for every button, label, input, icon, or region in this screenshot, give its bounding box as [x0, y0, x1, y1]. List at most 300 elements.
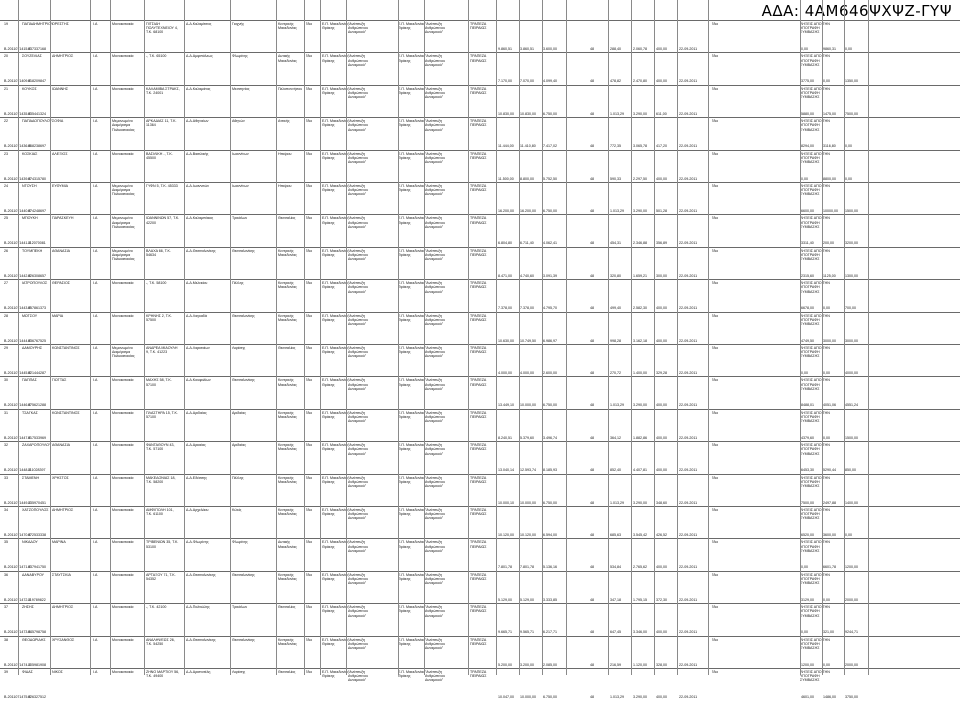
cell-addr: ΖΗΝΟ ΜΑΡΤΙΟΥ 56, Τ.Κ. 49400 — [146, 670, 180, 679]
cell-v4: 454,31 — [610, 241, 621, 246]
cell-monomixed: Μεμονωμένο Διαμέρισμα Πολυκατοικίας — [112, 119, 135, 132]
cell-region: Ε.Π. Μακεδονίας Θράκης — [322, 475, 349, 484]
cell-program: "Ανάπτυξη Ανθρώπινου Δυναμικού" — [348, 410, 368, 424]
cell-v2: 16.200,00 — [520, 209, 536, 213]
cell-f3: 1500,00 — [845, 435, 858, 440]
cell-ia: Ι.Α — [93, 22, 98, 26]
cell-monomixed: Μονοκατοικία — [112, 475, 134, 480]
cell-v4: 1.013,29 — [610, 403, 624, 408]
cell-ty: Ίδιο — [712, 86, 719, 91]
cell-region: Ε.Π. Μακεδονίας Θράκης — [322, 216, 349, 225]
cell-ty: Ίδιο — [306, 184, 313, 188]
cell-v3: 5.136,16 — [543, 565, 557, 570]
cell-no: 25 — [4, 216, 8, 221]
cell-ty: Ίδιο — [712, 184, 719, 188]
cell-v1: 7.170,00 — [498, 79, 512, 84]
cell-f1: 6520,00 — [801, 533, 814, 537]
cell-f3: 1400,00 — [845, 500, 858, 505]
cell-program: "Ανάπτυξη Ανθρώπινου Δυναμικού" — [348, 248, 368, 262]
cell-mun: Μεσσηνίας — [232, 86, 250, 91]
cell-code: Β-2011071472-Ε — [4, 597, 31, 602]
cell-no: 23 — [4, 151, 8, 156]
cell-v1: 9.665,71 — [498, 630, 512, 635]
cell-addr: ΓΥΦΝ 5, Τ.Κ. 45333 — [146, 184, 178, 188]
cell-nom: Κεντρικής Μακεδονίας — [278, 637, 297, 646]
cell-v2: 6.711,40 — [520, 241, 534, 246]
cell-v4: 852,40 — [610, 468, 621, 473]
cell-region: Ε.Π. Μακεδονίας Θράκης — [322, 248, 349, 257]
cell-name: ΣΟΦΙΑ — [52, 119, 64, 124]
cell-bank: ΤΡΑΠΕΖΑ ΠΕΙΡΑΙΩΣ — [470, 572, 487, 581]
cell-afm: 075621288 — [28, 403, 46, 408]
grid-line — [144, 0, 145, 675]
cell-program: "Ανάπτυξη Ανθρώπινου Δυναμικού" — [348, 54, 368, 67]
cell-dd: Δ.Δ.Βασιλικής — [186, 151, 209, 156]
cell-no: 33 — [4, 475, 8, 480]
cell-ty: Ίδιο — [712, 410, 719, 415]
cell-code: Β-2011071435-Ε — [4, 111, 31, 116]
cell-v5: 2.060,78 — [633, 47, 647, 51]
cell-region: Ε.Π. Μακεδονίας Θράκης — [398, 151, 425, 160]
cell-program: "Ανάπτυξη Ανθρώπινου Δυναμικού" — [348, 86, 368, 100]
cell-f3: 1300,00 — [845, 273, 858, 278]
cell-v6: 400,00 — [656, 435, 667, 440]
cell-f3: 9244,71 — [845, 630, 858, 635]
cell-sur: ΝΤΟΥΣΗ — [22, 184, 37, 188]
cell-f2: 0,00 — [823, 79, 830, 84]
grid-line — [868, 0, 869, 675]
cell-f1: 0,00 — [801, 371, 808, 375]
cell-nom: Θεσσαλίας — [278, 346, 296, 350]
cell-region: Ε.Π. Μακεδονίας Θράκης — [322, 86, 349, 95]
cell-name: ΑΘΑΝΑΣΙΑ — [52, 443, 71, 448]
cell-f1: 3311,40 — [801, 241, 814, 246]
cell-v3: 6.986,97 — [543, 338, 557, 343]
cell-decision: ΛΗΞΕΙΣ ΑΠΟ ΤΗΝ ΥΠΟΓΡΑΦΗ ΣΥΜΒΑΣΗΣ — [800, 605, 830, 618]
cell-date: 22-09-2011 — [679, 403, 698, 408]
cell-program: "Ανάπτυξη Ανθρώπινου Δυναμικού" — [348, 637, 368, 650]
cell-program: "Ανάπτυξη Ανθρώπινου Δυναμικού" — [348, 216, 368, 229]
cell-v2: 5.379,60 — [520, 435, 534, 440]
cell-name: ΠΑΡΑΣΚΕΥΗ — [52, 216, 74, 221]
cell-dd: Δ.Δ.Θεσσαλονίκης — [186, 637, 216, 642]
cell-ia: Ι.Α — [93, 410, 98, 415]
cell-sur: ΙΑΤΡΟΠΟΥΛΟΣ — [22, 281, 48, 286]
cell-ty: Ίδιο — [306, 151, 313, 156]
cell-v4: 270,72 — [610, 371, 621, 375]
cell-v4: 685,63 — [610, 533, 621, 537]
cell-addr: -, Τ.Κ. 58100 — [146, 281, 167, 286]
cell-f1: 4379,60 — [801, 435, 814, 440]
cell-f2: 200,00 — [823, 241, 834, 246]
cell-afm: 105981908 — [28, 662, 46, 667]
cell-no: 29 — [4, 346, 8, 350]
cell-region: Ε.Π. Μακεδονίας Θράκης — [398, 378, 425, 387]
cell-decision: ΛΗΞΕΙΣ ΑΠΟ ΤΗΝ ΥΠΟΓΡΑΦΗ ΣΥΜΒΑΣΗΣ — [800, 540, 830, 553]
cell-v6: 300,00 — [656, 273, 667, 278]
cell-bank: ΤΡΑΠΕΖΑ ΠΕΙΡΑΙΩΣ — [470, 475, 487, 484]
cell-hours: 48 — [590, 111, 594, 116]
cell-date: 22-09-2011 — [679, 338, 698, 343]
grid-line — [654, 0, 655, 675]
cell-addr: ΑΡΤΑΞΟΥ 71, Τ.Κ. 54352 — [146, 572, 176, 581]
cell-v2: 3.860,51 — [520, 47, 534, 51]
cell-name: ΑΛΕΞΙΟΣ — [52, 151, 68, 156]
cell-afm: 036767525 — [28, 338, 46, 343]
cell-region: Ε.Π. Μακεδονίας Θράκης — [398, 22, 425, 31]
cell-no: 27 — [4, 281, 8, 286]
cell-code: Β-2011071441-Ε — [4, 241, 31, 246]
cell-bank: ΤΡΑΠΕΖΑ ΠΕΙΡΑΙΩΣ — [470, 54, 487, 63]
cell-v6: 356,89 — [656, 241, 667, 246]
cell-program: "Ανάπτυξη Ανθρώπινου Δυναμικού" — [425, 184, 445, 197]
grid-line — [844, 0, 845, 675]
cell-bank: ΤΡΑΠΕΖΑ ΠΕΙΡΑΙΩΣ — [470, 670, 487, 679]
cell-nom: Πελοποννήσου — [278, 86, 303, 91]
grid-line — [708, 0, 709, 675]
cell-hours: 48 — [590, 565, 594, 570]
cell-sur: ΖΑΧΑΡΟΠΟΥΛΟΥ — [22, 443, 52, 448]
cell-sur: ΠΑΠΑΔΟΠΟΥΛΟΥ — [22, 119, 52, 124]
cell-ty: Ίδιο — [306, 346, 313, 350]
cell-region: Ε.Π. Μακεδονίας Θράκης — [322, 670, 349, 679]
cell-program: "Ανάπτυξη Ανθρώπινου Δυναμικού" — [425, 410, 445, 424]
cell-addr: ΦΑΝΤΑΘΟΥΝ 43, Τ.Κ. 57100 — [146, 443, 175, 452]
cell-code: Β-2011071448-Ε — [4, 468, 31, 473]
cell-date: 22-09-2011 — [679, 79, 698, 84]
cell-v6: 400,00 — [656, 47, 667, 51]
cell-v3: 6.750,00 — [543, 500, 557, 505]
cell-bank: ΤΡΑΠΕΖΑ ΠΕΙΡΑΙΩΣ — [470, 443, 487, 452]
cell-ty: Ίδιο — [306, 540, 313, 545]
cell-mun: Πέλλης — [232, 475, 244, 480]
cell-region: Ε.Π. Μακεδονίας Θράκης — [398, 248, 425, 257]
cell-code: Β-2011071475-Ε — [4, 695, 31, 699]
cell-decision: ΛΗΞΕΙΣ ΑΠΟ ΤΗΝ ΥΠΟΓΡΑΦΗ ΣΥΜΒΑΣΗΣ — [800, 410, 830, 424]
cell-v5: 2.346,88 — [633, 241, 647, 246]
cell-ty: Ίδιο — [306, 313, 313, 318]
cell-v3: 6.750,00 — [543, 695, 557, 699]
cell-v6: 329,28 — [656, 371, 667, 375]
cell-code: Β-2011071409-Ε — [4, 79, 31, 84]
cell-decision: ΛΗΞΕΙΣ ΑΠΟ ΤΗΝ ΥΠΟΓΡΑΦΗ ΣΥΜΒΑΣΗΣ — [800, 572, 830, 586]
cell-date: 22-09-2011 — [679, 630, 698, 635]
grid-line — [184, 0, 185, 675]
cell-name: ΓΙΩΤΤΑΣ — [52, 378, 67, 383]
cell-nom: Δυτικής Μακεδονίας — [278, 54, 297, 63]
cell-nom: Κεντρικής Μακεδονίας — [278, 475, 297, 484]
cell-program: "Ανάπτυξη Ανθρώπινου Δυναμικού" — [348, 475, 368, 488]
cell-date: 22-09-2011 — [679, 468, 698, 473]
cell-monomixed: Μονοκατοικία — [112, 22, 134, 26]
grid-line — [50, 0, 51, 675]
cell-afm: 021444287 — [28, 371, 46, 375]
cell-name: ΔΗΜΗΤΡΙΟΣ — [52, 605, 74, 610]
cell-sur: ΝΙΚΑΔΟΥ — [22, 540, 38, 545]
cell-f2: 0,00 — [823, 662, 830, 667]
cell-region: Ε.Π. Μακεδονίας Θράκης — [398, 540, 425, 549]
grid-line — [110, 0, 111, 675]
cell-nom: Κεντρικής Μακεδονίας — [278, 572, 297, 581]
cell-f2: 1486,00 — [823, 695, 836, 699]
cell-code: Β-2011071440-Ε — [4, 209, 31, 213]
cell-v5: 3.065,78 — [633, 144, 647, 149]
cell-v3: 6.594,00 — [543, 533, 557, 537]
cell-code: Β-2011071474-Ε — [4, 662, 31, 667]
cell-code: Β-2011071473-Ε — [4, 630, 31, 635]
cell-v2: 3.200,00 — [520, 662, 534, 667]
cell-f1: 3129,00 — [801, 597, 814, 602]
cell-region: Ε.Π. Μακεδονίας Θράκης — [398, 54, 425, 63]
cell-f1: 8488,01 — [801, 403, 814, 408]
cell-bank: ΤΡΑΠΕΖΑ ΠΕΙΡΑΙΩΣ — [470, 346, 487, 355]
cell-v5: 2.582,30 — [633, 306, 647, 311]
cell-addr: ΙΩΑΝΝΙΝΩΝ 57, Τ.Κ. 42200 — [146, 216, 180, 225]
cell-date: 22-09-2011 — [679, 209, 698, 213]
cell-date: 22-09-2011 — [679, 500, 698, 505]
cell-region: Ε.Π. Μακεδονίας Θράκης — [322, 410, 349, 419]
cell-f3: 0,00 — [845, 47, 852, 51]
cell-dd: Δ.Δ.Αριδαίας — [186, 410, 207, 415]
cell-region: Ε.Π. Μακεδονίας Θράκης — [322, 151, 349, 160]
cell-v5: 1.882,86 — [633, 435, 647, 440]
cell-sur: ΖΗΣΗΣ — [22, 605, 34, 610]
cell-ty: Ίδιο — [306, 54, 313, 59]
cell-v2: 4.000,00 — [520, 371, 534, 375]
cell-no: 26 — [4, 248, 8, 253]
grid-line — [90, 0, 91, 675]
cell-v4: 216,59 — [610, 662, 621, 667]
cell-v5: 1.659,21 — [633, 273, 647, 278]
cell-dd: Δ.Δ.Καλαμάτας — [186, 86, 211, 91]
cell-no: 19 — [4, 22, 8, 26]
cell-v5: 1.795,15 — [633, 597, 647, 602]
cell-bank: ΤΡΑΠΕΖΑ ΠΕΙΡΑΙΩΣ — [470, 216, 487, 225]
cell-ty: Ίδιο — [712, 346, 719, 350]
cell-region: Ε.Π. Μακεδονίας Θράκης — [398, 443, 425, 452]
cell-mun: Αριδαίας — [232, 410, 246, 415]
cell-v5: 3.290,00 — [633, 111, 647, 116]
cell-name: ΔΗΜΗΤΡΙΟΣ — [52, 54, 74, 59]
cell-v4: 1.013,29 — [610, 695, 624, 699]
cell-dd: Δ.Δ.Λαγκαδά — [186, 313, 207, 318]
cell-region: Ε.Π. Μακεδονίας Θράκης — [322, 54, 349, 63]
cell-dd: Δ.Δ.Καλαμίτσας — [186, 22, 212, 26]
cell-v1: 5.200,00 — [498, 662, 512, 667]
cell-addr: -, Τ.Κ. 42100 — [146, 605, 167, 610]
cell-code: Β-2011071446-Ε — [4, 403, 31, 408]
cell-ia: Ι.Α — [93, 572, 98, 577]
cell-sur: ΔΑΜΟΥΡΗΣ — [22, 346, 43, 350]
cell-v6: 417,20 — [656, 144, 667, 149]
cell-decision: ΛΗΞΕΙΣ ΑΠΟ ΤΗΝ ΥΠΟΓΡΑΦΗ ΣΥΜΒΑΣΗΣ — [800, 508, 830, 521]
cell-program: "Ανάπτυξη Ανθρώπινου Δυναμικού" — [425, 443, 445, 456]
cell-dd: Δ.Δ.Αριστοτέλη — [186, 670, 211, 674]
cell-ty: Ίδιο — [712, 313, 719, 318]
cell-f3: 850,00 — [845, 468, 856, 473]
cell-region: Ε.Π. Μακεδονίας Θράκης — [398, 216, 425, 225]
cell-v6: 400,00 — [656, 79, 667, 84]
cell-v3: 6.750,00 — [543, 403, 557, 408]
cell-decision: ΛΗΞΕΙΣ ΑΠΟ ΤΗΝ ΥΠΟΓΡΑΦΗ ΣΥΜΒΑΣΗΣ — [800, 443, 830, 456]
cell-region: Ε.Π. Μακεδονίας Θράκης — [398, 410, 425, 419]
cell-program: "Ανάπτυξη Ανθρώπινου Δυναμικού" — [348, 572, 368, 586]
cell-afm: 018209847 — [28, 79, 46, 84]
cell-region: Ε.Π. Μακεδονίας Θράκης — [398, 119, 425, 128]
cell-ty: Ίδιο — [712, 475, 719, 480]
cell-v2: 10.000,00 — [520, 403, 536, 408]
cell-bank: ΤΡΑΠΕΖΑ ΠΕΙΡΑΙΩΣ — [470, 637, 487, 646]
cell-decision: ΛΗΞΕΙΣ ΑΠΟ ΤΗΝ ΥΠΟΓΡΑΦΗ ΣΥΜΒΑΣΗΣ — [800, 670, 830, 683]
cell-ty: Ίδιο — [712, 443, 719, 448]
cell-nom: Κεντρικής Μακεδονίας — [278, 378, 297, 387]
cell-ty: Ίδιο — [306, 378, 313, 383]
cell-dd: Δ.Δ.Αμφιπόλεως — [186, 54, 213, 59]
cell-ty: Ίδιο — [712, 54, 719, 59]
cell-ty: Ίδιο — [306, 248, 313, 253]
cell-f3: 4000,00 — [845, 371, 858, 375]
cell-program: "Ανάπτυξη Ανθρώπινου Δυναμικού" — [425, 572, 445, 586]
cell-decision: ΛΗΞΕΙΣ ΑΠΟ ΤΗΝ ΥΠΟΓΡΑΦΗ ΣΥΜΒΑΣΗΣ — [800, 248, 830, 262]
cell-no: 34 — [4, 508, 8, 512]
cell-addr: ΒΑΣΙΛΙΚΗ -, Τ.Κ. 45500 — [146, 151, 173, 160]
cell-f1: 1200,00 — [801, 662, 814, 667]
cell-v4: 590,33 — [610, 176, 621, 181]
cell-program: "Ανάπτυξη Ανθρώπινου Δυναμικού" — [425, 151, 445, 164]
cell-f1: 4601,00 — [801, 695, 814, 699]
cell-v2: 7.378,00 — [520, 306, 534, 311]
cell-v3: 3.091,39 — [543, 273, 557, 278]
cell-dd: Δ.Δ.Καλαμπάκας — [186, 216, 214, 221]
cell-mun: Πέλλης — [232, 281, 244, 286]
cell-v6: 400,00 — [656, 565, 667, 570]
cell-program: "Ανάπτυξη Ανθρώπινου Δυναμικού" — [348, 378, 368, 391]
cell-no: 37 — [4, 605, 8, 610]
cell-v5: 3.290,00 — [633, 209, 647, 213]
cell-addr: ΠΙΤΣΙΔΗ ΠΟΛΥΤΕΧΝΕΙΟΥ 4, Τ.Κ. 68100 — [146, 22, 178, 35]
cell-program: "Ανάπτυξη Ανθρώπινου Δυναμικού" — [348, 508, 368, 521]
cell-no: 36 — [4, 572, 8, 577]
cell-v1: 10.047,00 — [498, 695, 514, 699]
cell-v3: 3.333,85 — [543, 597, 557, 602]
cell-ty: Ίδιο — [306, 443, 313, 448]
cell-v6: 400,00 — [656, 468, 667, 473]
cell-v3: 6.217,71 — [543, 630, 557, 635]
cell-f3: 3750,00 — [845, 695, 858, 699]
cell-program: "Ανάπτυξη Ανθρώπινου Δυναμικού" — [425, 313, 445, 326]
cell-mun: Κιλκίς — [232, 508, 242, 512]
cell-addr: ΚΡΗΝΗΣ 2, Τ.Κ. 57500 — [146, 313, 172, 322]
cell-dd: Δ.Δ.Μελεκίου — [186, 281, 208, 286]
cell-v5: 3.290,00 — [633, 695, 647, 699]
cell-v3: 6.750,00 — [543, 209, 557, 213]
cell-monomixed: Μονοκατοικία — [112, 637, 134, 642]
cell-program: "Ανάπτυξη Ανθρώπινου Δυναμικού" — [348, 151, 368, 164]
ada-code: ΑΔΑ: 4ΑΜ646ΨΧΨΖ-ΓΥΨ — [761, 2, 952, 20]
cell-date: 22-09-2011 — [679, 662, 698, 667]
cell-region: Ε.Π. Μακεδονίας Θράκης — [322, 605, 349, 614]
cell-name: ΔΗΜΗΤΡΙΟΣ — [52, 508, 74, 512]
cell-v2: 10.000,00 — [520, 500, 536, 505]
cell-date: 22-09-2011 — [679, 371, 698, 375]
cell-f1: 6453,30 — [801, 468, 814, 473]
cell-v4: 499,40 — [610, 306, 621, 311]
cell-mun: Γιαχνής — [232, 22, 245, 26]
cell-monomixed: Μεμονωμένο Διαμέρισμα Πολυκατοικίας — [112, 346, 135, 359]
cell-hours: 48 — [590, 403, 594, 408]
cell-code: Β-2011071449-Ε — [4, 500, 31, 505]
cell-decision: ΛΗΞΕΙΣ ΑΠΟ ΤΗΝ ΥΠΟΓΡΑΦΗ ΣΥΜΒΑΣΗΣ — [800, 86, 830, 100]
cell-hours: 48 — [590, 338, 594, 343]
cell-v5: 2.297,50 — [633, 176, 647, 181]
cell-date: 22-09-2011 — [679, 176, 698, 181]
cell-ia: Ι.Α — [93, 443, 98, 448]
cell-nom: Θεσσαλίας — [278, 670, 296, 674]
cell-nom: Θεσσαλίας — [278, 216, 296, 221]
cell-v3: 2.085,00 — [543, 662, 557, 667]
cell-ia: Ι.Α — [93, 216, 98, 221]
cell-v6: 501,28 — [656, 209, 667, 213]
cell-no: 38 — [4, 637, 8, 642]
cell-f2: 321,00 — [823, 630, 834, 635]
cell-mun: Λαρίσης — [232, 346, 246, 350]
cell-afm: 111028397 — [28, 468, 46, 473]
cell-name: ΕΥΘΥΜΙΑ — [52, 184, 69, 188]
cell-bank: ΤΡΑΠΕΖΑ ΠΕΙΡΑΙΩΣ — [470, 184, 487, 193]
cell-date: 22-09-2011 — [679, 435, 698, 440]
cell-ty: Ίδιο — [712, 22, 719, 26]
cell-code: Β-2011071470-Ε — [4, 533, 31, 537]
cell-date: 22-09-2011 — [679, 47, 698, 51]
cell-ty: Ίδιο — [306, 508, 313, 512]
cell-addr: -, Τ.Κ. 65100 — [146, 54, 167, 59]
cell-addr: ΑΜΦΙΠΟΛΗ 101, Τ.Κ. 61100 — [146, 508, 174, 517]
cell-v2: 4.740,60 — [520, 273, 534, 278]
cell-v1: 10.630,00 — [498, 338, 514, 343]
cell-f3: 0,00 — [845, 176, 852, 181]
cell-ty: Ίδιο — [712, 151, 719, 156]
cell-ty: Ίδιο — [306, 119, 313, 124]
cell-v4: 478,82 — [610, 79, 621, 84]
cell-program: "Ανάπτυξη Ανθρώπινου Δυναμικού" — [425, 670, 445, 683]
cell-f1: 0,00 — [801, 630, 808, 635]
cell-v4: 347,18 — [610, 597, 621, 602]
cell-v5: 3.290,00 — [633, 500, 647, 505]
cell-ia: Ι.Α — [93, 248, 98, 253]
cell-ty: Ίδιο — [306, 86, 313, 91]
cell-ty: Ίδιο — [712, 637, 719, 642]
cell-v2: 7.070,00 — [520, 79, 534, 84]
cell-v6: 400,00 — [656, 176, 667, 181]
cell-code: Β-2011071442-Ε — [4, 273, 31, 278]
cell-f2: 3116,80 — [823, 144, 836, 149]
cell-ia: Ι.Α — [93, 346, 98, 350]
cell-program: "Ανάπτυξη Ανθρώπινου Δυναμικού" — [425, 346, 445, 359]
grid-line — [276, 0, 277, 675]
cell-sur: ΚΟΣΚΙΑΣ — [22, 151, 38, 156]
cell-bank: ΤΡΑΠΕΖΑ ΠΕΙΡΑΙΩΣ — [470, 410, 487, 419]
cell-v1: 5.129,00 — [498, 597, 512, 602]
cell-decision: ΛΗΞΕΙΣ ΑΠΟ ΤΗΝ ΥΠΟΓΡΑΦΗ ΣΥΜΒΑΣΗΣ — [800, 637, 830, 650]
cell-v3: 4.062,41 — [543, 241, 557, 246]
cell-monomixed: Μεμονωμένο Διαμέρισμα Πολυκατοικίας — [112, 248, 135, 262]
cell-afm: 026308657 — [28, 273, 46, 278]
cell-decision: ΛΗΞΕΙΣ ΑΠΟ ΤΗΝ ΥΠΟΓΡΑΦΗ ΣΥΜΒΑΣΗΣ — [800, 281, 830, 294]
cell-bank: ΤΡΑΠΕΖΑ ΠΕΙΡΑΙΩΣ — [470, 540, 487, 549]
cell-hours: 48 — [590, 597, 594, 602]
cell-monomixed: Μονοκατοικία — [112, 281, 134, 286]
cell-v6: 400,00 — [656, 338, 667, 343]
